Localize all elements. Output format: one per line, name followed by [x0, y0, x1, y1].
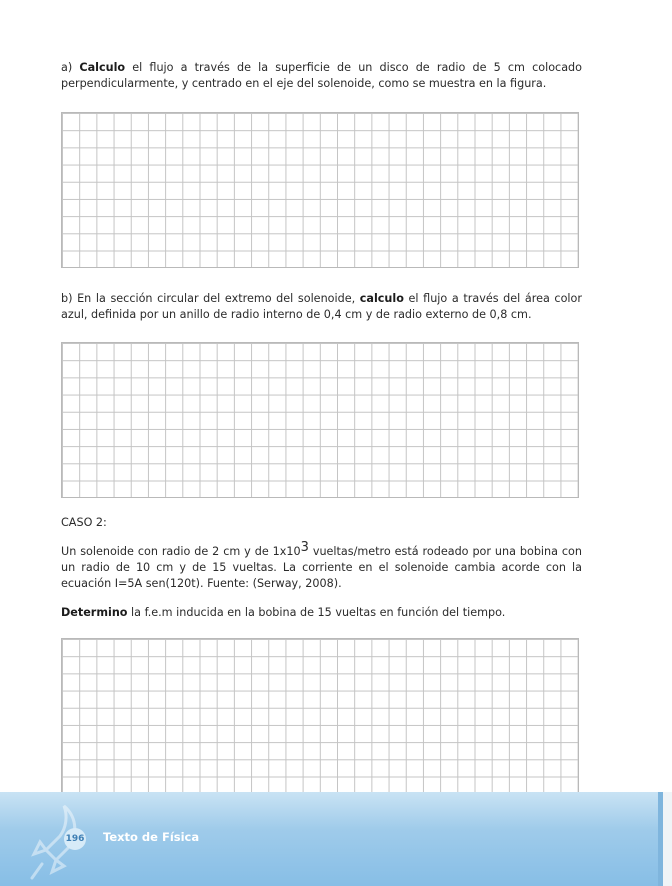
- case-2-task-verb: Determino: [61, 606, 128, 619]
- part-a-text: el flujo a través de la superficie de un disco de radio de 5 cm colocado perpendicularmente, y centrado en el eje del solenoide, como se muestra en la figura.: [61, 61, 582, 90]
- page-number: 196: [65, 834, 85, 844]
- case-2-statement: [61, 540, 582, 592]
- footer-page-edge: [658, 792, 672, 886]
- answer-grid-b: [61, 342, 579, 498]
- answer-grid-a: [61, 112, 579, 268]
- part-b-statement: [61, 291, 582, 323]
- part-b-text: el flujo a través del área color azul, definida por un anillo de radio interno de 0,4 cm y de radio externo de 0,8 cm.: [61, 292, 582, 321]
- page-number-badge: [64, 828, 86, 850]
- case-2-task: [61, 605, 582, 621]
- case-2-heading: CASO 2:: [61, 516, 107, 529]
- case-2-text-1: Un solenoide con radio de 2 cm y de 1x10: [61, 545, 301, 558]
- part-a-statement: [61, 60, 582, 92]
- part-b-verb: calculo: [359, 292, 404, 305]
- footer-band: [0, 792, 672, 886]
- case-2-exponent: 3: [300, 540, 309, 555]
- part-a-verb: Calculo: [79, 61, 126, 74]
- answer-grid-c: [61, 638, 579, 794]
- part-b-label: b) En la sección circular del extremo del solenoide,: [61, 292, 356, 305]
- case-2-task-text: la f.e.m inducida en la bobina de 15 vueltas en función del tiempo.: [131, 606, 506, 619]
- part-a-label: a): [61, 61, 73, 74]
- book-title: Texto de Física: [103, 830, 200, 844]
- case-2-text-2: vueltas/metro está rodeado por una bobina con un radio de 10 cm y de 15 vueltas. La corriente en el solenoide cambia acorde con la ecuación I=5A sen(120t). Fuente: (Serway, 2008).: [61, 545, 582, 590]
